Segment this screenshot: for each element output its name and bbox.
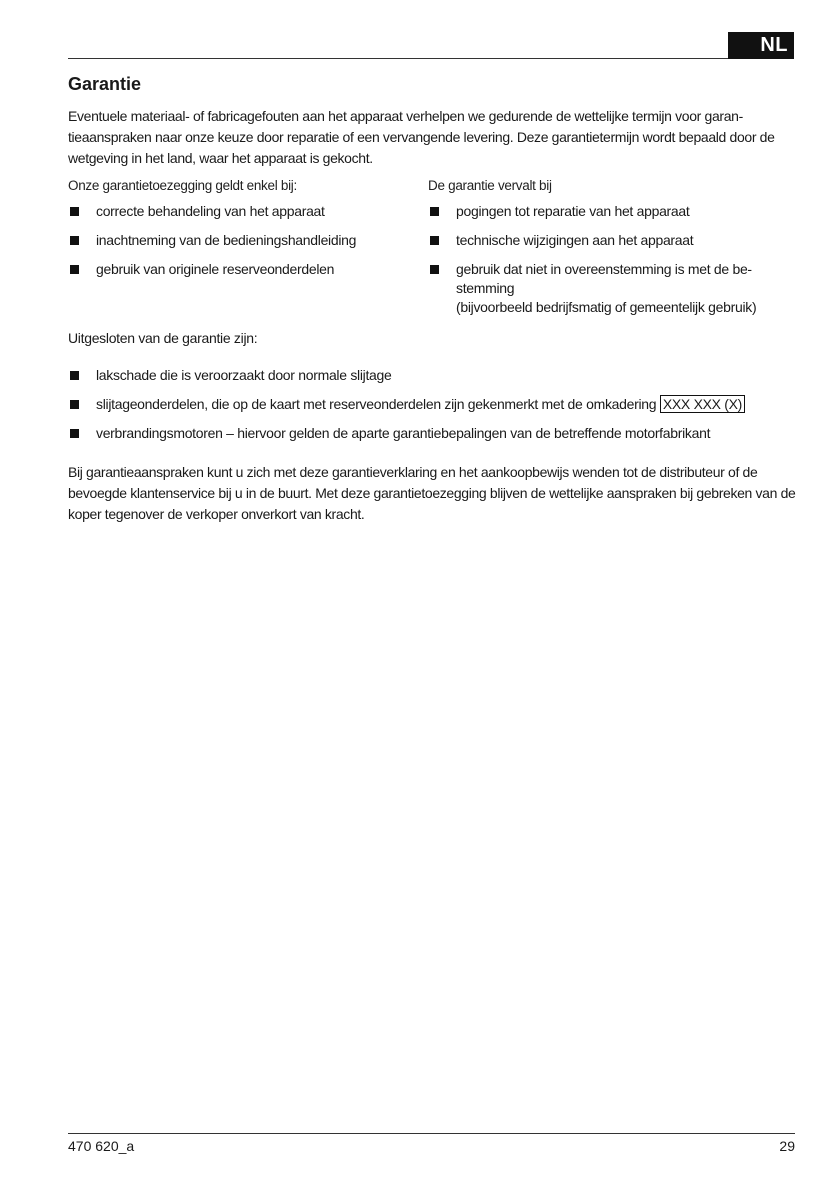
exclusions-heading: Uitgesloten van de garantie zijn: [68,330,258,346]
list-item-text: technische wijzigingen aan het apparaat [456,232,694,248]
valid-conditions-heading: Onze garantietoezegging geldt enkel bij: [68,178,297,193]
list-item [68,260,408,279]
list-item-text: correcte behandeling van het apparaat [96,203,325,219]
bullet-square-icon [70,429,79,438]
exclusions-list [68,366,798,453]
bullet-square-icon [70,236,79,245]
bullet-square-icon [70,400,79,409]
list-item [68,366,798,385]
wear-part-code-box: XXX XXX (X) [660,395,745,413]
intro-paragraph: Eventuele materiaal- of fabricagefouten aan het apparaat verhelpen we gedurende de wettelijke termijn voor garan-tieaanspraken naar onze keuze door reparatie of een vervangende levering. Deze garantietermijn wordt bepaald door de wetgeving in het land, waar het apparaat is gekocht. [68,108,775,166]
list-item [68,202,408,221]
list-item-text: gebruik van originele reserveonderdelen [96,261,335,277]
list-item [428,231,798,250]
void-conditions-list [428,202,798,317]
list-item-text: pogingen tot reparatie van het apparaat [456,203,690,219]
closing-paragraph: Bij garantieaanspraken kunt u zich met deze garantieverklaring en het aankoopbewijs wenden tot de distributeur of de bevoegde klantenservice bij u in de buurt. Met deze garantietoezegging blijven de wettelijke aanspraken bij gebreken van de koper tegenover de verkoper onverkort van kracht. [68,464,796,522]
document-code: 470 620_a [68,1138,135,1154]
footer-rule [68,1133,795,1134]
bullet-square-icon [70,207,79,216]
language-badge: NL [728,32,794,59]
list-item [428,202,798,221]
bullet-square-icon [70,265,79,274]
list-item [68,395,798,414]
list-item [428,260,798,317]
list-item-text: inachtneming van de bedieningshandleiding [96,232,357,248]
list-item-text: slijtageonderdelen, die op de kaart met reserveonderdelen zijn gekenmerkt met de omkadering [96,396,657,412]
list-item-text: verbrandingsmotoren – hiervoor gelden de aparte garantiebepalingen van de betreffende motorfabrikant [96,425,711,441]
page-number: 29 [779,1138,795,1154]
section-title: Garantie [68,74,142,94]
list-item [68,231,408,250]
list-item [68,424,798,443]
void-conditions-heading: De garantie vervalt bij [428,178,552,193]
bullet-square-icon [70,371,79,380]
bullet-square-icon [430,207,439,216]
list-item-text: gebruik dat niet in overeenstemming is met de be-stemming [456,261,752,296]
bullet-square-icon [430,265,439,274]
void-conditions-column [428,178,798,327]
valid-conditions-list [68,202,408,279]
valid-conditions-column [68,178,408,289]
list-item-text: lakschade die is veroorzaakt door normale slijtage [96,367,392,383]
header-rule [68,58,728,59]
bullet-square-icon [430,236,439,245]
list-item-note: (bijvoorbeeld bedrijfsmatig of gemeentelijk gebruik) [456,299,757,315]
